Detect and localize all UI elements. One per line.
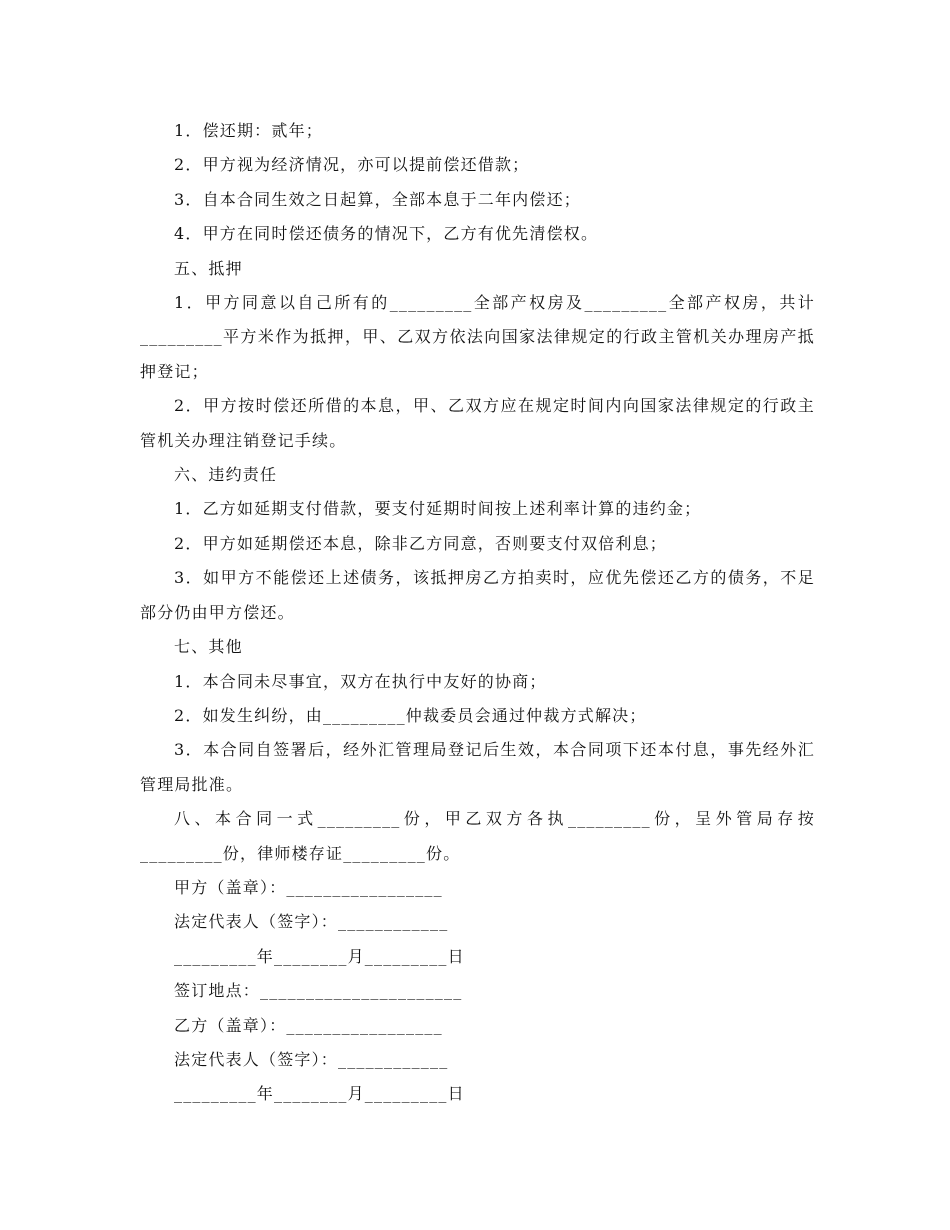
liability-clause-3: 3．如甲方不能偿还上述债务，该抵押房乙方拍卖时，应优先偿还乙方的债务，不足部分仍由甲方偿还。 — [140, 568, 815, 622]
signature-block — [140, 871, 815, 1112]
section-heading-liability: 六、违约责任 — [174, 465, 278, 485]
liability-clause-1: 1．乙方如延期支付借款，要支付延期时间按上述利率计算的违约金； — [174, 499, 702, 519]
party-a-seal-line: 甲方（盖章）：_________________ — [174, 877, 443, 897]
section-heading-other: 七、其他 — [174, 637, 243, 657]
party-a-date-line: _________年________月_________日 — [174, 946, 465, 966]
repayment-deadline-clause: 3．自本合同生效之日起算，全部本息于二年内偿还； — [174, 189, 581, 209]
priority-repayment-clause: 4．甲方在同时偿还债务的情况下，乙方有优先清偿权。 — [174, 224, 599, 244]
copies-clause: 八、本合同一式_________份，甲乙双方各执_________份，呈外管局存按_________份，律师楼存证_________份。 — [140, 809, 815, 863]
signing-place-line: 签订地点：______________________ — [174, 981, 463, 1001]
early-repayment-clause: 2．甲方视为经济情况，亦可以提前偿还借款； — [174, 155, 530, 175]
other-clause-2: 2．如发生纠纷，由_________仲裁委员会通过仲裁方式解决； — [174, 705, 647, 725]
repayment-term-clause: 1．偿还期：贰年； — [174, 121, 323, 140]
party-a-representative-line: 法定代表人（签字）：____________ — [174, 912, 449, 932]
party-b-seal-line: 乙方（盖章）：_________________ — [174, 1015, 443, 1035]
contract-body — [140, 114, 815, 1112]
party-b-date-line: _________年________月_________日 — [174, 1084, 465, 1104]
party-b-representative-line: 法定代表人（签字）：____________ — [174, 1049, 449, 1069]
other-clause-1: 1．本合同未尽事宜，双方在执行中友好的协商； — [174, 671, 547, 691]
section-heading-mortgage: 五、抵押 — [174, 258, 243, 278]
mortgage-clause-1: 1．甲方同意以自己所有的_________全部产权房及_________全部产权房，共计_________平方米作为抵押，甲、乙双方依法向国家法律规定的行政主管机关办理房产抵押登记； — [140, 293, 815, 381]
mortgage-clause-2: 2．甲方按时偿还所借的本息，甲、乙双方应在规定时间内向国家法律规定的行政主管机关办理注销登记手续。 — [140, 396, 815, 450]
liability-clause-2: 2．甲方如延期偿还本息，除非乙方同意，否则要支付双倍利息； — [174, 533, 667, 553]
other-clause-3: 3．本合同自签署后，经外汇管理局登记后生效，本合同项下还本付息，事先经外汇管理局批准。 — [140, 740, 815, 794]
